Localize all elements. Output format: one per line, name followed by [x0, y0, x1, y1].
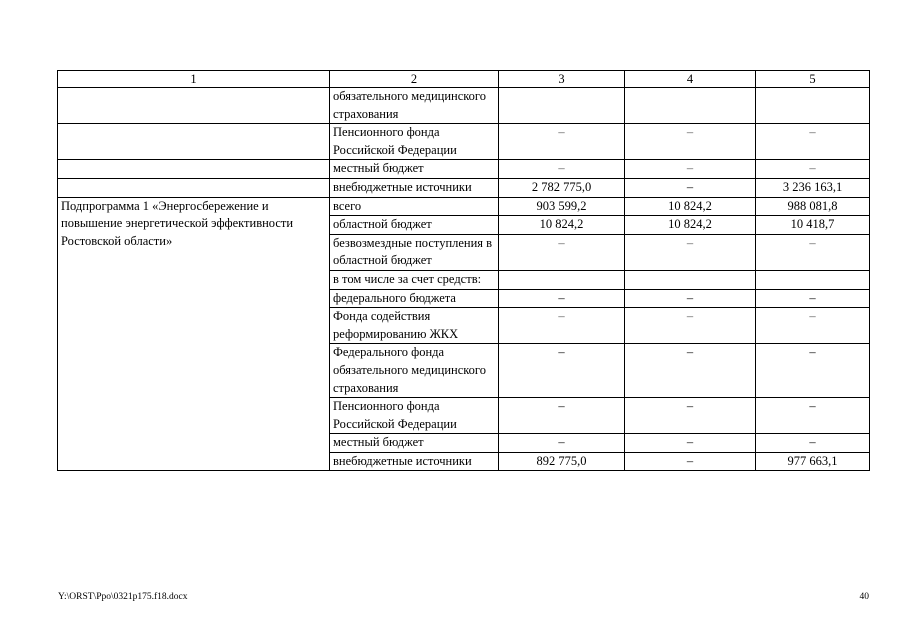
table-row: [58, 197, 870, 216]
value-cell: [625, 270, 756, 289]
program-cell-empty: [58, 124, 330, 160]
header-col-2: 2: [330, 71, 499, 88]
value-cell: 903 599,2: [499, 197, 625, 216]
value-cell: –: [756, 234, 870, 270]
value-cell: –: [756, 160, 870, 179]
value-cell: –: [499, 289, 625, 308]
program-cell-empty: [58, 88, 330, 124]
value-cell: 977 663,1: [756, 452, 870, 471]
value-cell: 10 824,2: [499, 216, 625, 235]
source-cell: Фонда содействия реформированию ЖКХ: [330, 308, 499, 344]
program-cell-empty: [58, 160, 330, 179]
source-cell: внебюджетные источники: [330, 452, 499, 471]
value-cell: –: [499, 434, 625, 453]
program-cell-empty: [58, 178, 330, 197]
header-col-5: 5: [756, 71, 870, 88]
value-cell: –: [499, 308, 625, 344]
source-cell: Пенсионного фонда Российской Федерации: [330, 398, 499, 434]
footer-file-path: Y:\ORST\Ppo\0321p175.f18.docx: [58, 592, 188, 602]
value-cell: 10 824,2: [625, 197, 756, 216]
program-name-cell: Подпрограмма 1 «Энергосбережение и повышение энергетической эффективности Ростовской области»: [58, 197, 330, 471]
header-col-1: 1: [58, 71, 330, 88]
value-cell: –: [625, 234, 756, 270]
value-cell: [499, 270, 625, 289]
value-cell: –: [625, 434, 756, 453]
value-cell: –: [625, 124, 756, 160]
table-row: [58, 124, 870, 160]
value-cell: 892 775,0: [499, 452, 625, 471]
source-cell: в том числе за счет средств:: [330, 270, 499, 289]
source-cell: внебюджетные источники: [330, 178, 499, 197]
value-cell: –: [625, 344, 756, 398]
value-cell: –: [625, 160, 756, 179]
value-cell: [625, 88, 756, 124]
value-cell: –: [625, 178, 756, 197]
source-cell: Федерального фонда обязательного медицинского страхования: [330, 344, 499, 398]
value-cell: –: [756, 289, 870, 308]
header-col-3: 3: [499, 71, 625, 88]
funding-table: [57, 70, 870, 471]
source-cell: местный бюджет: [330, 160, 499, 179]
source-cell: Пенсионного фонда Российской Федерации: [330, 124, 499, 160]
value-cell: –: [625, 398, 756, 434]
header-col-4: 4: [625, 71, 756, 88]
value-cell: 10 418,7: [756, 216, 870, 235]
value-cell: [756, 270, 870, 289]
value-cell: –: [499, 344, 625, 398]
source-cell: всего: [330, 197, 499, 216]
value-cell: –: [756, 344, 870, 398]
value-cell: –: [756, 398, 870, 434]
value-cell: 988 081,8: [756, 197, 870, 216]
source-cell: безвозмездные поступления в областной бюджет: [330, 234, 499, 270]
value-cell: –: [756, 308, 870, 344]
value-cell: –: [625, 308, 756, 344]
value-cell: 10 824,2: [625, 216, 756, 235]
value-cell: –: [625, 452, 756, 471]
source-cell: федерального бюджета: [330, 289, 499, 308]
value-cell: –: [756, 434, 870, 453]
table-row: [58, 178, 870, 197]
header-row: [58, 71, 870, 88]
value-cell: –: [499, 398, 625, 434]
value-cell: –: [756, 124, 870, 160]
value-cell: –: [499, 234, 625, 270]
value-cell: 2 782 775,0: [499, 178, 625, 197]
value-cell: [756, 88, 870, 124]
value-cell: –: [625, 289, 756, 308]
value-cell: –: [499, 160, 625, 179]
footer-page-number: 40: [859, 592, 869, 602]
value-cell: 3 236 163,1: [756, 178, 870, 197]
source-cell: областной бюджет: [330, 216, 499, 235]
table-row: [58, 160, 870, 179]
value-cell: [499, 88, 625, 124]
source-cell: местный бюджет: [330, 434, 499, 453]
value-cell: –: [499, 124, 625, 160]
source-cell: обязательного медицинского страхования: [330, 88, 499, 124]
table-row: [58, 88, 870, 124]
